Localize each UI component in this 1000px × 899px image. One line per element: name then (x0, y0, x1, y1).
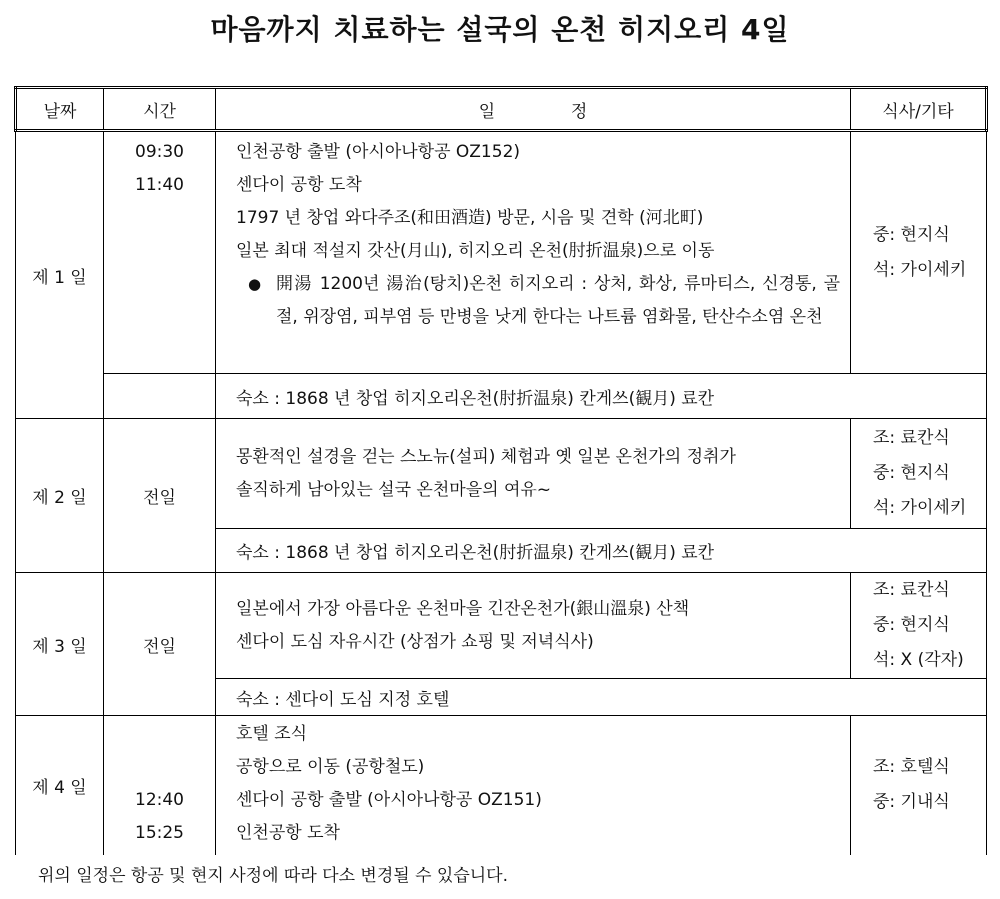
bullet-icon: ● (248, 275, 262, 293)
meal-line: 석: 가이세키 (873, 498, 967, 518)
meal-line: 석: 가이세키 (873, 259, 967, 280)
day-label: 제 2 일 (16, 419, 104, 573)
schedule-cell (216, 573, 851, 679)
footnote: 위의 일정은 항공 및 현지 사정에 따라 다소 변경될 수 있습니다. (38, 866, 508, 886)
schedule-line: 센다이 도심 자유시간 (상점가 쇼핑 및 저녁식사) (236, 631, 594, 652)
time-cell (104, 716, 216, 855)
schedule-line: 일본에서 가장 아름다운 온천마을 긴잔온천가(銀山溫泉) 산책 (236, 598, 690, 619)
schedule-line: 호텔 조식 (236, 724, 308, 744)
header-schedule: 일 정 (216, 88, 851, 131)
day-label: 제 4 일 (16, 716, 104, 855)
meals-cell (851, 716, 987, 855)
meal-line: 중: 현지식 (873, 463, 950, 483)
table-row-day3 (16, 573, 987, 679)
schedule-line: 몽환적인 설경을 걷는 스노뉴(설피) 체험과 옛 일본 온천가의 정취가 (236, 446, 736, 467)
meal-line: 조: 료칸식 (873, 580, 950, 600)
day-label: 제 1 일 (16, 131, 104, 419)
meal-line: 조: 료칸식 (873, 428, 950, 448)
table-row-day4 (16, 716, 987, 855)
header-meals: 식사/기타 (851, 88, 987, 131)
lodging-text: 숙소 : 센다이 도심 지정 호텔 (216, 679, 987, 716)
schedule-cell (216, 419, 851, 529)
table-row-day2 (16, 419, 987, 529)
itinerary-table (14, 86, 988, 855)
meal-line: 석: X (각자) (873, 650, 964, 670)
header-time: 시간 (104, 88, 216, 131)
day-label: 제 3 일 (16, 573, 104, 716)
meals-cell (851, 131, 987, 374)
time-value: 12:40 (135, 790, 184, 810)
lodging-row (16, 374, 987, 419)
meal-line: 중: 기내식 (873, 792, 950, 813)
lodging-text: 숙소 : 1868 년 창업 히지오리온천(肘折温泉) 칸게쓰(観月) 료칸 (216, 529, 987, 573)
time-value: 09:30 (135, 142, 184, 162)
lodging-text: 숙소 : 1868 년 창업 히지오리온천(肘折温泉) 칸게쓰(観月) 료칸 (216, 374, 987, 419)
time-cell: 전일 (104, 573, 216, 716)
meal-line: 조: 호텔식 (873, 757, 950, 778)
schedule-line: 일본 최대 적설지 갓산(月山), 히지오리 온천(肘折温泉)으로 이동 (236, 241, 715, 261)
meals-cell (851, 419, 987, 529)
schedule-line: 공항으로 이동 (공항철도) (236, 757, 425, 777)
schedule-line: 인천공항 출발 (아시아나항공 OZ152) (236, 142, 521, 162)
meal-line: 중: 현지식 (873, 615, 950, 635)
schedule-cell (216, 131, 851, 374)
time-value (114, 718, 205, 751)
table-header-row (16, 88, 987, 131)
schedule-line: 센다이 공항 출발 (아시아나항공 OZ151) (236, 790, 542, 810)
schedule-line: 솔직하게 남아있는 설국 온천마을의 여유~ (236, 479, 552, 500)
page-title: 마음까지 치료하는 설국의 온천 히지오리 4일 (210, 13, 790, 46)
schedule-line: 인천공항 도착 (236, 823, 340, 843)
header-date: 날짜 (16, 88, 104, 131)
bullet-text: 開湯 1200년 湯治(탕치)온천 히지오리 : 상처, 화상, 류마티스, 신경통, 골절, 위장염, 피부염 등 만병을 낫게 한다는 나트륨 염화물, 탄산수소염 온천 (276, 274, 840, 327)
bullet-item (236, 268, 840, 334)
table-row-day1 (16, 131, 987, 374)
time-value (114, 751, 205, 784)
time-value: 15:25 (135, 823, 184, 843)
itinerary-table-wrapper (14, 86, 985, 856)
time-cell: 전일 (104, 419, 216, 573)
schedule-cell (216, 716, 851, 855)
meal-line: 중: 현지식 (873, 224, 950, 245)
meals-cell (851, 573, 987, 679)
time-cell (104, 131, 216, 374)
schedule-line: 1797 년 창업 와다주조(和田酒造) 방문, 시음 및 견학 (河北町) (236, 208, 704, 228)
time-value: 11:40 (135, 175, 184, 195)
schedule-line: 센다이 공항 도착 (236, 175, 362, 195)
